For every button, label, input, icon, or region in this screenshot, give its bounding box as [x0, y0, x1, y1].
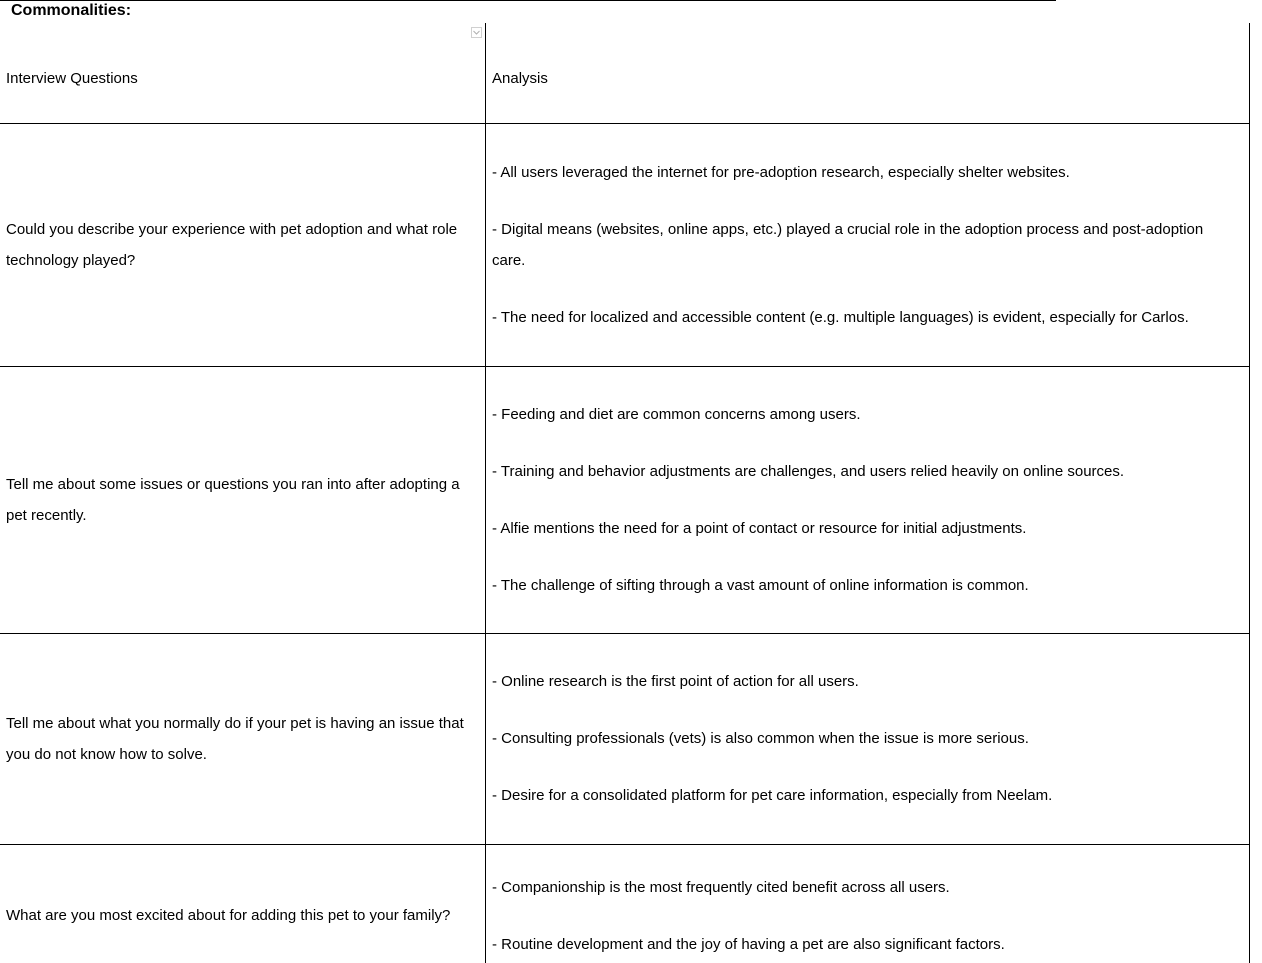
table-row	[0, 367, 1250, 634]
question-cell[interactable]	[0, 634, 486, 844]
analysis-point: - Feeding and diet are common concerns among users.	[492, 405, 861, 423]
analysis-point: - Digital means (websites, online apps, etc.) played a crucial role in the adoption process and post-adoption care.	[492, 220, 1204, 269]
header-cell-questions[interactable]	[0, 23, 486, 123]
analysis-cell[interactable]	[486, 845, 1250, 963]
analysis-point: - Desire for a consolidated platform for pet care information, especially from Neelam.	[492, 787, 1053, 805]
table-row	[0, 124, 1250, 367]
table-row	[0, 845, 1250, 963]
commonalities-table	[0, 23, 1250, 963]
question-cell[interactable]	[0, 124, 486, 366]
analysis-point: - The challenge of sifting through a vast amount of online information is common.	[492, 576, 1029, 594]
top-rule	[0, 0, 1056, 1]
question-text: What are you most excited about for adding this pet to your family?	[6, 907, 451, 924]
header-cell-analysis[interactable]	[486, 23, 1250, 123]
analysis-point: - Companionship is the most frequently cited benefit across all users.	[492, 879, 950, 896]
question-text: Tell me about what you normally do if your pet is having an issue that you do not know how to solve.	[6, 714, 464, 763]
header-label-questions: Interview Questions	[6, 70, 138, 88]
section-title: Commonalities:	[11, 2, 132, 19]
analysis-cell[interactable]	[486, 634, 1250, 844]
table-row	[0, 634, 1250, 845]
question-text: Tell me about some issues or questions you ran into after adopting a pet recently.	[6, 475, 460, 524]
table-header-row	[0, 23, 1250, 124]
analysis-cell[interactable]	[486, 367, 1250, 633]
analysis-point: - Training and behavior adjustments are challenges, and users relied heavily on online sources.	[492, 462, 1125, 480]
analysis-point: - The need for localized and accessible content (e.g. multiple languages) is evident, especially for Carlos.	[492, 309, 1189, 326]
analysis-point: - Routine development and the joy of having a pet are also significant factors.	[492, 936, 1005, 953]
header-label-analysis: Analysis	[492, 70, 548, 88]
analysis-point: - Alfie mentions the need for a point of contact or resource for initial adjustments.	[492, 519, 1027, 537]
question-cell[interactable]	[0, 367, 486, 633]
analysis-point: - Online research is the first point of action for all users.	[492, 673, 859, 691]
analysis-point: - All users leveraged the internet for pre-adoption research, especially shelter websites.	[492, 163, 1070, 181]
analysis-point: - Consulting professionals (vets) is also common when the issue is more serious.	[492, 730, 1029, 748]
question-text: Could you describe your experience with pet adoption and what role technology played?	[6, 220, 458, 269]
question-cell[interactable]	[0, 845, 486, 963]
analysis-cell[interactable]	[486, 124, 1250, 366]
